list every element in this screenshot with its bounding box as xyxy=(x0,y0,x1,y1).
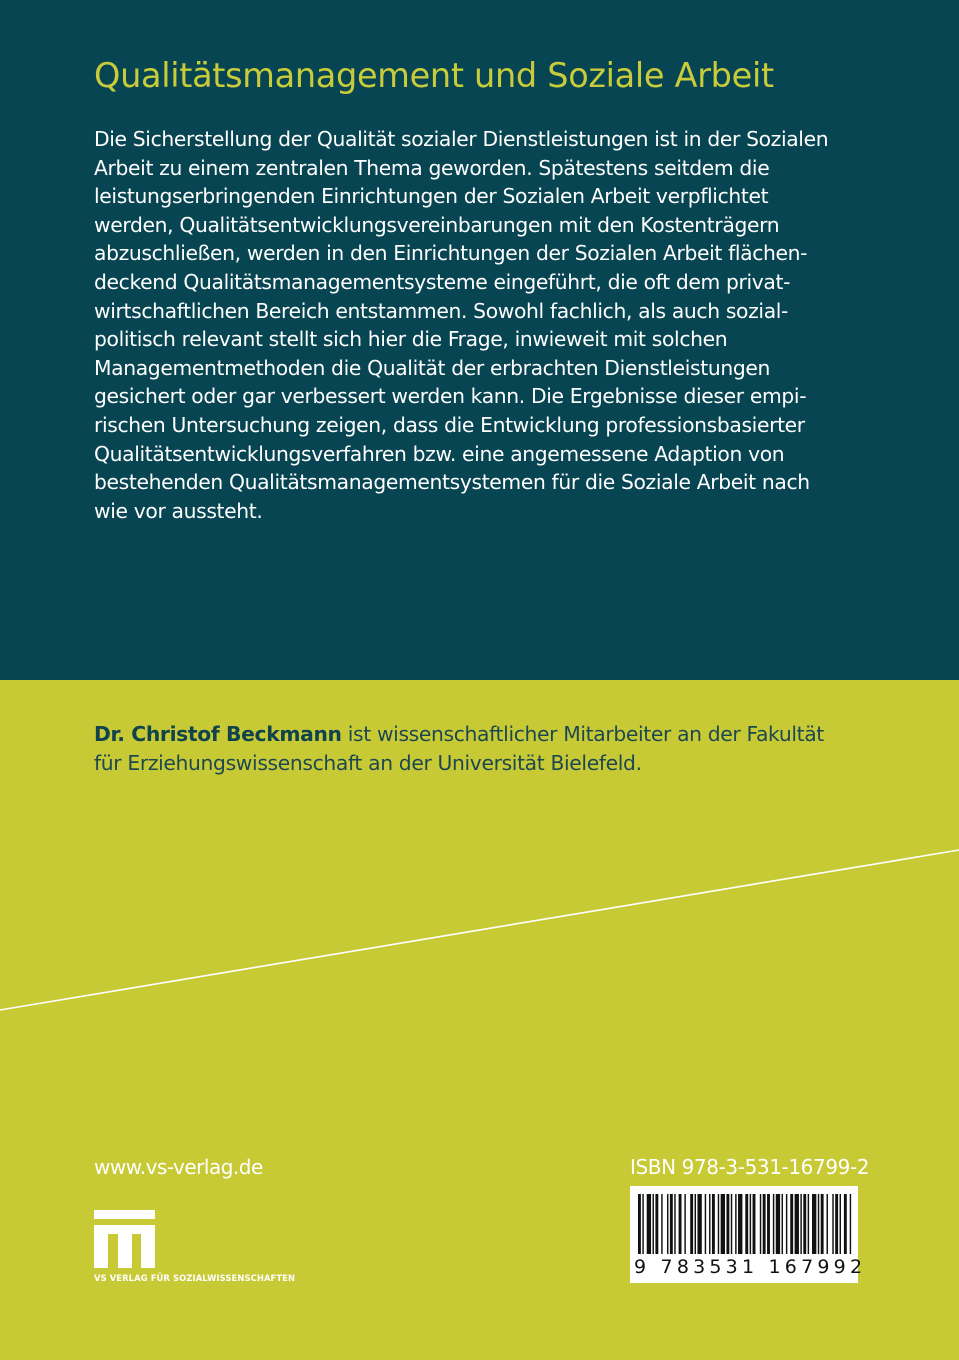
barcode-bar xyxy=(850,1194,851,1254)
barcode-bar xyxy=(718,1194,719,1254)
isbn-label: ISBN 978-3-531-16799-2 xyxy=(630,1155,870,1179)
barcode-bar xyxy=(803,1194,806,1254)
barcode-bar xyxy=(642,1194,643,1254)
barcode-bar xyxy=(753,1194,756,1254)
barcode-bar xyxy=(745,1194,748,1254)
blurb-line: Die Sicherstellung der Qualität sozialer Dienstleistungen ist in der Sozialen xyxy=(94,127,829,151)
blurb-line: bestehenden Qualitätsmanagementsystemen für die Soziale Arbeit nach xyxy=(94,470,810,495)
barcode-bar xyxy=(684,1194,685,1254)
blurb-line: gesichert oder gar verbessert werden kann. Die Ergebnisse dieser empi- xyxy=(94,384,807,409)
barcode-bar xyxy=(705,1194,706,1254)
barcode-bar xyxy=(763,1194,766,1254)
blurb-line: Qualitätsentwicklungsverfahren bzw. eine angemessene Adaption von xyxy=(94,441,785,466)
author-bio xyxy=(94,720,894,777)
barcode-bar xyxy=(655,1194,658,1254)
barcode-bar xyxy=(638,1194,641,1254)
barcode-bar xyxy=(653,1194,654,1254)
vs-verlag-logo-icon xyxy=(94,1210,156,1268)
barcode-bar xyxy=(827,1194,828,1254)
barcode-bar xyxy=(695,1194,696,1254)
barcode-bar xyxy=(773,1194,774,1254)
blurb-line: leistungserbringenden Einrichtungen der Sozialen Arbeit verpflichtet xyxy=(94,184,769,209)
barcode-bar xyxy=(670,1194,673,1254)
blurb-line: politisch relevant stellt sich hier die Frage, inwieweit mit solchen xyxy=(94,327,728,352)
barcode-bar xyxy=(726,1194,729,1254)
barcode-bar xyxy=(690,1194,693,1254)
blurb-line: Managementmethoden die Qualität der erbrachten Dienstleistungen xyxy=(94,355,770,380)
barcode-bar xyxy=(667,1194,668,1254)
blurb-line: wie vor aussteht. xyxy=(94,498,263,523)
barcode-digits: 9 783531 167992 xyxy=(634,1256,867,1278)
author-bio-line-1 xyxy=(94,720,894,749)
barcode-bar xyxy=(731,1194,732,1254)
barcode-bar xyxy=(840,1194,841,1254)
publisher-name: VS VERLAG FÜR SOZIALWISSENSCHAFTEN xyxy=(94,1273,296,1283)
barcode-bar xyxy=(844,1194,847,1254)
author-bio-rest: ist wissenschaftlicher Mitarbeiter an der Fakultät xyxy=(341,722,824,746)
barcode-bar xyxy=(760,1194,761,1254)
barcode xyxy=(630,1186,867,1283)
barcode-bar xyxy=(721,1194,725,1254)
barcode-bar xyxy=(674,1194,675,1254)
blurb-text xyxy=(94,125,884,525)
barcode-bar xyxy=(767,1194,770,1254)
barcode-bar xyxy=(795,1194,799,1254)
barcode-bar xyxy=(738,1194,742,1254)
barcode-bar xyxy=(712,1194,715,1254)
barcode-bar xyxy=(835,1194,838,1254)
barcode-bar xyxy=(697,1194,701,1254)
publisher-url[interactable]: www.vs-verlag.de xyxy=(94,1155,263,1179)
barcode-bar xyxy=(800,1194,801,1254)
barcode-bar xyxy=(821,1194,824,1254)
barcode-bar xyxy=(808,1194,809,1254)
barcode-bar xyxy=(786,1194,787,1254)
blurb-line: abzuschließen, werden in den Einrichtungen der Sozialen Arbeit flächen- xyxy=(94,241,808,266)
barcode-bar xyxy=(782,1194,783,1254)
blurb-line: rischen Untersuchung zeigen, dass die Entwicklung professionsbasierter xyxy=(94,412,805,437)
author-bio-line-2: für Erziehungswissenschaft an der Universität Bielefeld. xyxy=(94,750,642,775)
barcode-bar xyxy=(647,1194,651,1254)
blurb-line: deckend Qualitätsmanagementsysteme eingeführt, die oft dem privat- xyxy=(94,269,791,294)
barcode-bar xyxy=(661,1194,662,1254)
barcode-bar xyxy=(750,1194,751,1254)
blurb-line: wirtschaftlichen Bereich entstammen. Sowohl fachlich, als auch sozial- xyxy=(94,298,789,323)
barcode-bar xyxy=(790,1194,793,1254)
book-title: Qualitätsmanagement und Soziale Arbeit xyxy=(94,56,774,95)
barcode-bar xyxy=(679,1194,682,1254)
barcode-bar xyxy=(832,1194,833,1254)
barcode-bar xyxy=(709,1194,710,1254)
blurb-line: werden, Qualitätsentwicklungsvereinbarungen mit den Kostenträgern xyxy=(94,212,780,237)
blurb-line: Arbeit zu einem zentralen Thema geworden. Spätestens seitdem die xyxy=(94,155,770,180)
barcode-bar xyxy=(812,1194,816,1254)
barcode-bar xyxy=(735,1194,736,1254)
author-name: Dr. Christof Beckmann xyxy=(94,722,342,746)
barcode-bar xyxy=(776,1194,780,1254)
barcode-bar xyxy=(818,1194,819,1254)
